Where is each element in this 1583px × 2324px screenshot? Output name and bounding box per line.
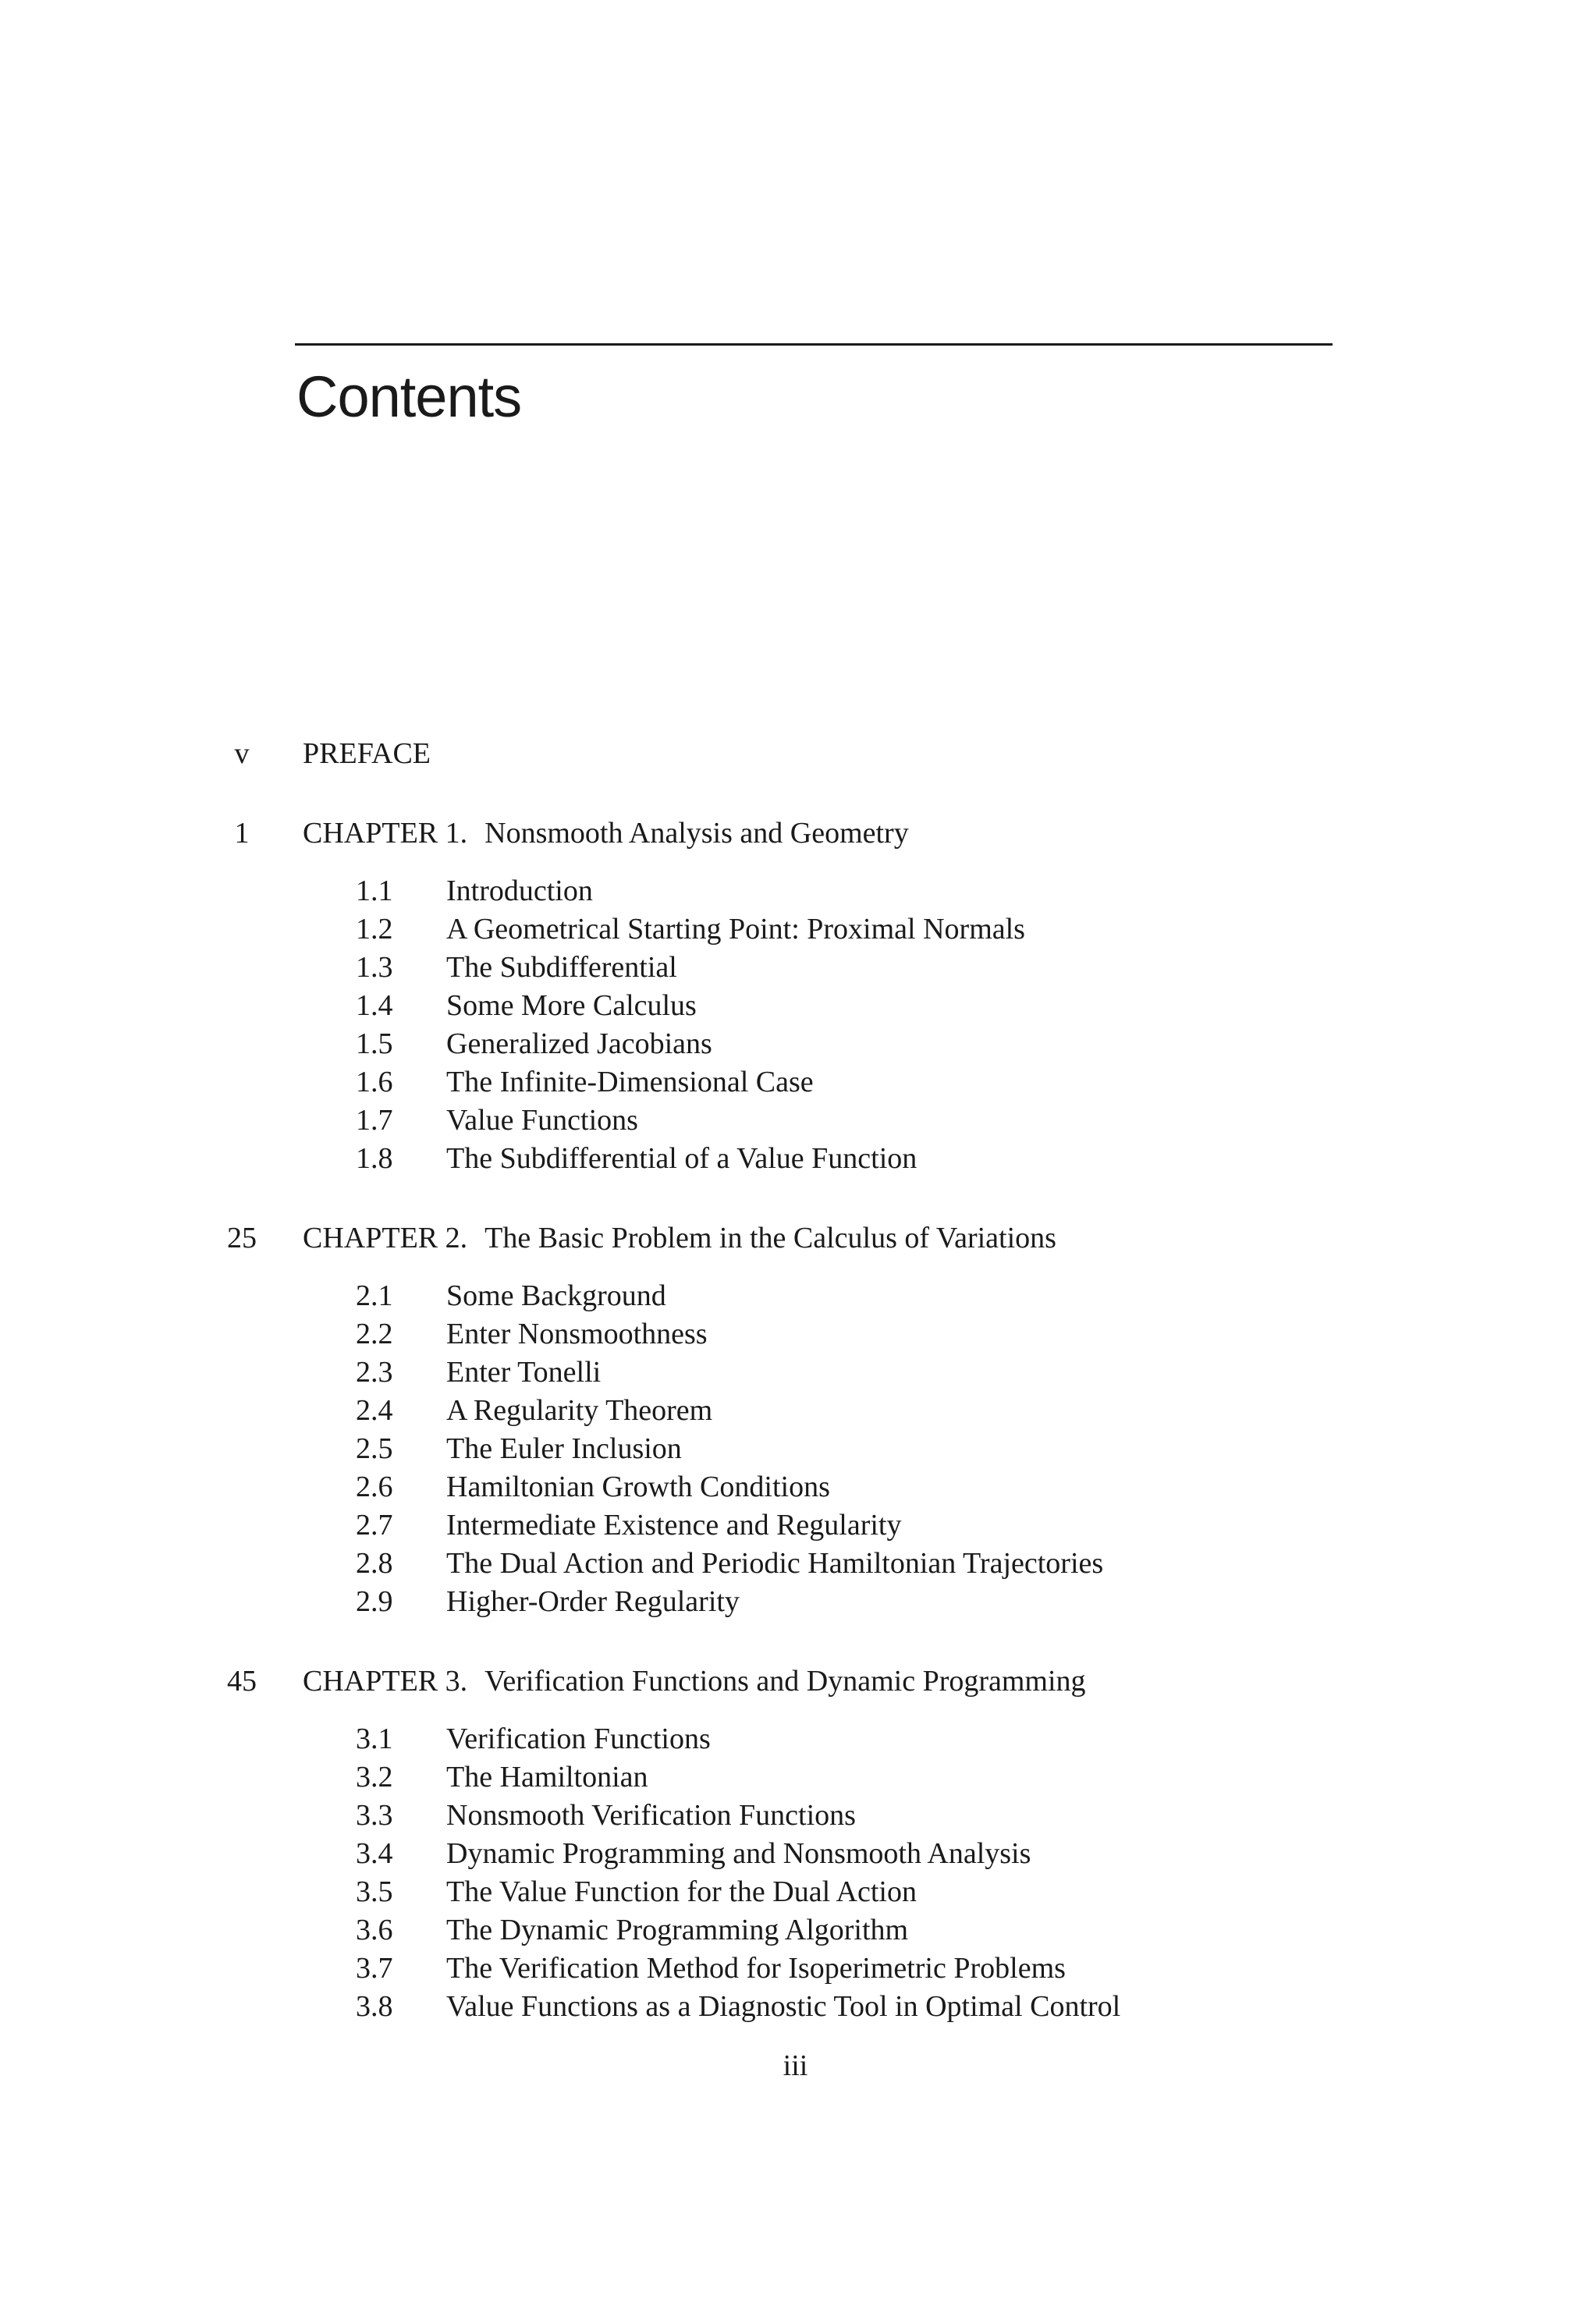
section-number: 3.7 [356,1952,393,1985]
section-number: 2.3 [356,1356,393,1389]
section-title: Value Functions [446,1104,638,1137]
section-title: A Geometrical Starting Point: Proximal Normals [446,913,1025,946]
section-number: 2.9 [356,1585,393,1618]
section-number: 1.5 [356,1027,393,1060]
preface-label: PREFACE [303,737,431,770]
section-title: Some Background [446,1279,666,1312]
section-title: Enter Tonelli [446,1356,602,1389]
section-number: 1.2 [356,913,393,946]
section-title: The Value Function for the Dual Action [446,1875,917,1908]
section-title: Introduction [446,875,593,907]
section-title: The Subdifferential [446,951,677,984]
section-number: 1.4 [356,989,393,1022]
section-number: 3.4 [356,1837,393,1870]
chapter-page-number: 45 [227,1665,257,1698]
section-title: Higher-Order Regularity [446,1585,740,1618]
section-number: 2.4 [356,1394,393,1427]
chapter-label: CHAPTER 3. [303,1665,468,1698]
chapter-label: CHAPTER 2. [303,1222,468,1254]
section-title: Value Functions as a Diagnostic Tool in Optimal Control [446,1990,1121,2023]
section-title: Generalized Jacobians [446,1027,712,1060]
chapter-page-number: 25 [227,1222,257,1254]
chapter-title: Nonsmooth Analysis and Geometry [484,817,909,850]
section-title: The Verification Method for Isoperimetric Problems [446,1952,1066,1985]
chapter-title: The Basic Problem in the Calculus of Variations [484,1222,1056,1254]
section-title: The Dynamic Programming Algorithm [446,1914,909,1946]
section-title: The Dual Action and Periodic Hamiltonian Trajectories [446,1547,1104,1580]
section-title: The Infinite-Dimensional Case [446,1066,814,1098]
section-number: 3.2 [356,1761,393,1794]
section-title: Nonsmooth Verification Functions [446,1799,856,1832]
section-number: 3.5 [356,1875,393,1908]
section-number: 1.7 [356,1104,393,1137]
section-number: 3.1 [356,1723,393,1755]
section-number: 2.7 [356,1509,393,1542]
section-number: 1.1 [356,875,393,907]
preface-page-number: v [234,737,250,770]
section-title: A Regularity Theorem [446,1394,713,1427]
chapter-label: CHAPTER 1. [303,817,468,850]
section-title: Hamiltonian Growth Conditions [446,1471,830,1503]
page-title: Contents [296,364,522,429]
section-title: Enter Nonsmoothness [446,1318,708,1350]
section-title: Verification Functions [446,1723,711,1755]
section-number: 3.3 [356,1799,393,1832]
preface-entry[interactable] [303,735,431,772]
section-number: 3.8 [356,1990,393,2023]
chapter-page-number: 1 [234,817,250,850]
chapter-entry[interactable] [303,1662,1086,1700]
chapter-title: Verification Functions and Dynamic Programming [484,1665,1086,1698]
section-number: 1.6 [356,1066,393,1098]
chapter-entry[interactable] [303,1219,1056,1257]
section-number: 3.6 [356,1914,393,1946]
chapter-entry[interactable] [303,814,909,852]
section-number: 2.8 [356,1547,393,1580]
section-title: The Euler Inclusion [446,1432,682,1465]
section-title: The Hamiltonian [446,1761,648,1794]
section-title: Some More Calculus [446,989,697,1022]
page-folio: iii [783,2049,808,2082]
header-rule [295,343,1333,346]
section-title: Dynamic Programming and Nonsmooth Analysis [446,1837,1031,1870]
section-number: 2.1 [356,1279,393,1312]
section-number: 1.3 [356,951,393,984]
section-title: Intermediate Existence and Regularity [446,1509,902,1542]
section-number: 2.5 [356,1432,393,1465]
section-number: 2.6 [356,1471,393,1503]
section-number: 1.8 [356,1142,393,1175]
section-title: The Subdifferential of a Value Function [446,1142,918,1175]
section-number: 2.2 [356,1318,393,1350]
